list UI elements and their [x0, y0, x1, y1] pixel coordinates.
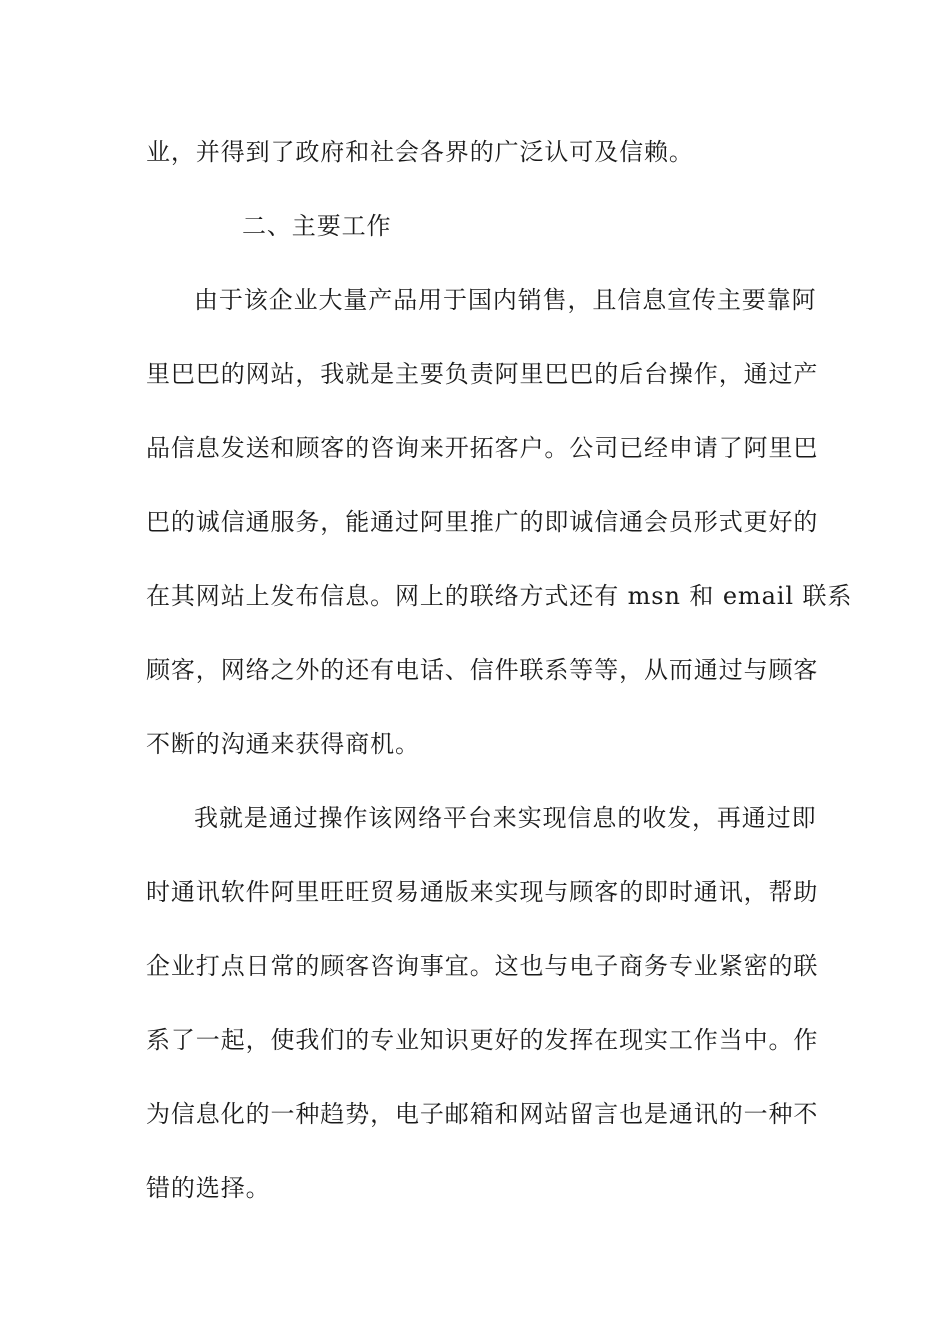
paragraph-1-line-5: 在其网站上发布信息。网上的联络方式还有 msn 和 email 联系	[146, 582, 853, 610]
continuation-line: 业，并得到了政府和社会各界的广泛认可及信赖。	[146, 138, 694, 166]
section-heading: 二、主要工作	[242, 212, 392, 240]
paragraph-2-line-4: 系了一起，使我们的专业知识更好的发挥在现实工作当中。作	[146, 1026, 819, 1054]
paragraph-2-line-6: 错的选择。	[146, 1174, 271, 1202]
paragraph-1-line-2: 里巴巴的网站，我就是主要负责阿里巴巴的后台操作，通过产	[146, 360, 819, 388]
paragraph-2-line-5: 为信息化的一种趋势，电子邮箱和网站留言也是通讯的一种不	[146, 1100, 819, 1128]
paragraph-2-line-1: 我就是通过操作该网络平台来实现信息的收发，再通过即	[194, 804, 817, 832]
paragraph-1-line-1: 由于该企业大量产品用于国内销售，且信息宣传主要靠阿	[194, 286, 817, 314]
paragraph-2-line-2: 时通讯软件阿里旺旺贸易通版来实现与顾客的即时通讯，帮助	[146, 878, 819, 906]
paragraph-1-line-3: 品信息发送和顾客的咨询来开拓客户。公司已经申请了阿里巴	[146, 434, 819, 462]
paragraph-1-line-7: 不断的沟通来获得商机。	[146, 730, 420, 758]
paragraph-1-line-6: 顾客，网络之外的还有电话、信件联系等等，从而通过与顾客	[146, 656, 819, 684]
paragraph-1-line-4: 巴的诚信通服务，能通过阿里推广的即诚信通会员形式更好的	[146, 508, 819, 536]
paragraph-2-line-3: 企业打点日常的顾客咨询事宜。这也与电子商务专业紧密的联	[146, 952, 819, 980]
